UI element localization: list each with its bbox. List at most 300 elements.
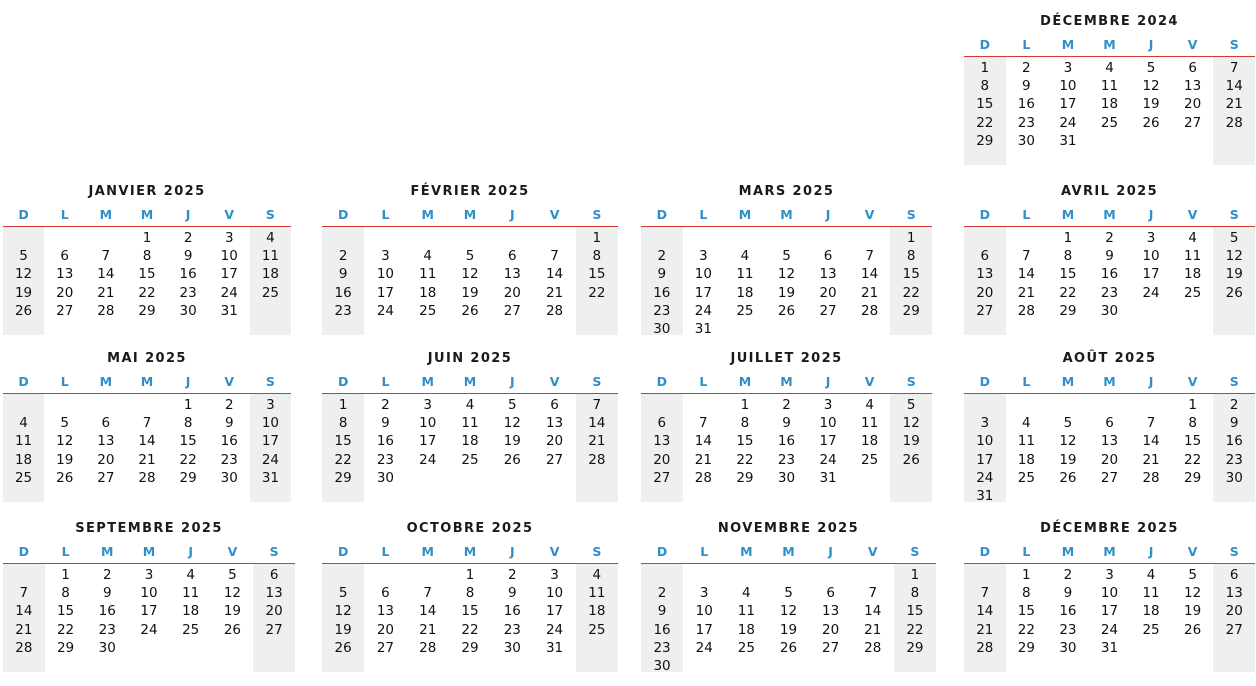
day-cell: 11 <box>588 585 606 602</box>
day-cell: 31 <box>819 469 837 486</box>
day-cell: 29 <box>461 639 479 656</box>
day-cell: 10 <box>1100 585 1119 602</box>
day-cell: 2 <box>1063 567 1073 583</box>
day-cell: 30 <box>98 639 116 656</box>
day-cell: 11 <box>1142 585 1160 602</box>
day-cell: 26 <box>461 302 479 319</box>
day-cell: 16 <box>1225 433 1243 450</box>
day-cell: 4 <box>19 415 28 432</box>
day-cell: 24 <box>976 469 994 486</box>
day-cell: 5 <box>338 585 348 602</box>
day-cell: 21 <box>976 621 994 638</box>
day-cell: 24 <box>819 451 837 468</box>
weekday-header: D <box>337 374 349 389</box>
day-cell: 25 <box>182 621 200 638</box>
day-cell: 12 <box>56 433 74 450</box>
weekday-header: J <box>188 544 194 559</box>
weekday-header: M <box>1061 207 1075 222</box>
day-cell: 22 <box>334 451 352 468</box>
weekday-header: S <box>592 207 602 222</box>
weekday-header: M <box>1103 207 1116 222</box>
day-cell: 6 <box>826 585 835 602</box>
day-cell: 21 <box>1017 284 1035 301</box>
day-cell: 28 <box>138 469 156 486</box>
day-cell: 13 <box>1184 78 1202 95</box>
day-cell: 27 <box>545 451 564 468</box>
day-cell: 15 <box>138 266 156 283</box>
weekday-header: D <box>337 544 349 559</box>
day-cell: 5 <box>1063 415 1073 432</box>
weekday-header: J <box>825 207 831 222</box>
day-cell: 1 <box>465 567 475 583</box>
day-cell: 12 <box>503 415 521 432</box>
day-cell: 8 <box>910 585 920 602</box>
day-cell: 9 <box>657 603 667 620</box>
day-cell: 1 <box>740 397 750 413</box>
day-cell: 7 <box>550 248 559 265</box>
day-cell: 9 <box>782 415 791 432</box>
weekday-header: M <box>1103 544 1116 559</box>
day-cell: 24 <box>220 284 238 301</box>
month-title: SEPTEMBRE 2025 <box>75 521 223 536</box>
day-cell: 1 <box>1022 567 1031 583</box>
day-cell: 12 <box>1059 433 1077 450</box>
weekday-header: J <box>185 207 191 222</box>
day-cell: 18 <box>861 433 879 450</box>
day-cell: 8 <box>1022 585 1031 602</box>
day-cell: 2 <box>1229 397 1239 413</box>
day-cell: 17 <box>976 451 994 468</box>
weekday-header: S <box>592 374 602 389</box>
day-cell: 28 <box>588 451 606 468</box>
day-cell: 26 <box>1225 284 1243 301</box>
month-block <box>3 521 295 686</box>
day-cell: 21 <box>1142 451 1160 468</box>
day-cell: 24 <box>1059 114 1077 131</box>
month-block <box>3 184 291 349</box>
month-title: FÉVRIER 2025 <box>410 184 530 199</box>
day-cell: 30 <box>653 321 671 337</box>
day-cell: 13 <box>376 603 395 620</box>
day-cell: 17 <box>695 621 713 638</box>
day-cell: 9 <box>102 585 112 602</box>
day-cell: 25 <box>737 639 755 656</box>
weekday-header: L <box>1022 207 1031 222</box>
day-cell: 2 <box>657 248 667 265</box>
weekday-header: V <box>1187 37 1198 52</box>
weekday-header: D <box>337 207 349 222</box>
day-cell: 3 <box>1063 60 1073 76</box>
day-cell: 2 <box>381 397 390 413</box>
month-block <box>322 351 618 516</box>
day-cell: 19 <box>503 433 521 450</box>
header-rule <box>964 393 1255 394</box>
day-cell: 19 <box>334 621 352 638</box>
day-cell: 25 <box>588 621 606 638</box>
day-cell: 11 <box>861 415 879 432</box>
weekday-header: D <box>979 544 990 559</box>
day-cell: 1 <box>1063 230 1073 246</box>
weekday-header: D <box>979 37 990 52</box>
day-cell: 27 <box>376 639 395 656</box>
month-title: AOÛT 2025 <box>1062 351 1157 366</box>
day-cell: 7 <box>865 248 874 265</box>
weekday-header: L <box>699 374 708 389</box>
day-cell: 18 <box>737 621 755 638</box>
day-cell: 20 <box>976 284 994 301</box>
day-cell: 4 <box>423 248 432 265</box>
day-cell: 24 <box>419 451 437 468</box>
day-cell: 24 <box>545 621 564 638</box>
day-cell: 29 <box>976 132 994 149</box>
day-cell: 2 <box>102 567 112 583</box>
day-cell: 17 <box>1100 603 1119 620</box>
day-cell: 23 <box>179 284 197 301</box>
day-cell: 27 <box>56 302 74 319</box>
day-cell: 5 <box>228 567 237 583</box>
day-cell: 22 <box>976 114 994 131</box>
day-cell: 22 <box>902 284 920 301</box>
day-cell: 27 <box>822 639 840 656</box>
month-title: DÉCEMBRE 2025 <box>1040 521 1179 536</box>
header-rule <box>964 226 1255 227</box>
day-cell: 26 <box>1059 469 1077 486</box>
weekday-header: V <box>549 374 560 389</box>
weekday-header: M <box>421 374 434 389</box>
day-cell: 8 <box>1063 248 1073 265</box>
day-cell: 28 <box>861 302 879 319</box>
day-cell: 13 <box>1100 433 1119 450</box>
day-cell: 9 <box>381 415 390 432</box>
day-cell: 5 <box>1229 230 1239 246</box>
day-cell: 16 <box>1017 96 1035 113</box>
weekday-header: J <box>1148 374 1154 389</box>
day-cell: 15 <box>976 96 994 113</box>
day-cell: 30 <box>653 658 671 674</box>
day-cell: 19 <box>223 603 241 620</box>
weekday-header: J <box>828 544 833 559</box>
day-cell: 15 <box>461 603 479 620</box>
weekday-header: V <box>1187 207 1198 222</box>
day-cell: 23 <box>1100 284 1119 301</box>
weekday-header: D <box>18 374 29 389</box>
day-cell: 23 <box>376 451 395 468</box>
day-cell: 4 <box>592 567 602 583</box>
day-cell: 9 <box>1022 78 1031 95</box>
day-cell: 25 <box>461 451 479 468</box>
day-cell: 19 <box>14 284 33 301</box>
day-cell: 12 <box>223 585 241 602</box>
day-cell: 21 <box>588 433 606 450</box>
day-cell: 6 <box>657 415 667 432</box>
day-cell: 5 <box>465 248 475 265</box>
day-cell: 18 <box>14 451 33 468</box>
day-cell: 31 <box>1100 639 1119 656</box>
day-cell: 4 <box>1105 60 1114 76</box>
day-cell: 20 <box>503 284 521 301</box>
day-cell: 26 <box>223 621 241 638</box>
weekday-header: M <box>1061 544 1075 559</box>
weekday-header: M <box>142 544 156 559</box>
weekday-header: S <box>906 374 916 389</box>
day-cell: 10 <box>261 415 279 432</box>
day-cell: 6 <box>823 248 833 265</box>
day-cell: 16 <box>1059 603 1077 620</box>
day-cell: 11 <box>736 266 754 283</box>
day-cell: 25 <box>261 284 279 301</box>
day-cell: 3 <box>381 248 390 265</box>
day-cell: 20 <box>545 433 564 450</box>
day-cell: 3 <box>224 230 234 246</box>
header-rule <box>322 393 618 394</box>
day-cell: 11 <box>14 433 33 450</box>
day-cell: 8 <box>1188 415 1197 432</box>
weekday-header: S <box>1229 374 1239 389</box>
month-block <box>964 184 1255 349</box>
day-cell: 29 <box>179 469 197 486</box>
day-cell: 15 <box>179 433 197 450</box>
day-cell: 20 <box>376 621 395 638</box>
day-cell: 10 <box>694 266 712 283</box>
day-cell: 12 <box>461 266 479 283</box>
day-cell: 6 <box>101 415 111 432</box>
day-cell: 16 <box>653 284 671 301</box>
header-rule <box>322 563 618 564</box>
day-cell: 11 <box>1100 78 1119 95</box>
day-cell: 29 <box>138 302 156 319</box>
day-cell: 5 <box>60 415 69 432</box>
day-cell: 6 <box>381 585 390 602</box>
month-title: DÉCEMBRE 2024 <box>1040 14 1179 29</box>
day-cell: 26 <box>56 469 74 486</box>
day-cell: 19 <box>902 433 920 450</box>
day-cell: 27 <box>976 302 994 319</box>
day-cell: 9 <box>224 415 234 432</box>
weekday-header: S <box>910 544 920 559</box>
day-cell: 19 <box>461 284 479 301</box>
weekday-header: S <box>269 544 279 559</box>
day-cell: 15 <box>906 603 924 620</box>
day-cell: 1 <box>980 60 990 76</box>
day-cell: 5 <box>782 248 791 265</box>
day-cell: 6 <box>980 248 990 265</box>
weekday-header: S <box>1229 37 1239 52</box>
day-cell: 8 <box>142 248 152 265</box>
day-cell: 15 <box>334 433 352 450</box>
month-title: NOVEMBRE 2025 <box>717 521 860 536</box>
day-cell: 30 <box>1017 132 1035 149</box>
day-cell: 27 <box>1184 114 1202 131</box>
day-cell: 14 <box>419 603 437 620</box>
day-cell: 20 <box>97 451 115 468</box>
day-cell: 19 <box>1225 266 1243 283</box>
day-cell: 29 <box>906 639 924 656</box>
day-cell: 8 <box>61 585 70 602</box>
day-cell: 28 <box>1017 302 1035 319</box>
weekday-header: L <box>1022 544 1031 559</box>
day-cell: 7 <box>19 585 29 602</box>
day-cell: 1 <box>910 567 920 583</box>
day-cell: 25 <box>1142 621 1160 638</box>
day-cell: 16 <box>334 284 352 301</box>
day-cell: 5 <box>19 248 28 265</box>
month-block <box>964 521 1255 686</box>
header-rule <box>964 563 1255 564</box>
day-cell: 7 <box>1146 415 1156 432</box>
day-cell: 3 <box>699 585 709 602</box>
day-cell: 18 <box>261 266 279 283</box>
day-cell: 22 <box>906 621 924 638</box>
day-cell: 21 <box>97 284 115 301</box>
day-cell: 1 <box>338 397 348 413</box>
day-cell: 4 <box>465 397 475 413</box>
weekday-header: D <box>656 207 667 222</box>
day-cell: 2 <box>782 397 791 413</box>
day-cell: 22 <box>461 621 479 638</box>
day-cell: 14 <box>588 415 606 432</box>
day-cell: 22 <box>1017 621 1035 638</box>
day-cell: 12 <box>334 603 352 620</box>
day-cell: 16 <box>98 603 116 620</box>
weekday-header: S <box>1229 207 1239 222</box>
header-rule <box>3 226 291 227</box>
weekday-header: M <box>782 544 795 559</box>
day-cell: 30 <box>1225 469 1243 486</box>
day-cell: 19 <box>779 621 798 638</box>
weekday-header: M <box>1061 37 1075 52</box>
weekday-header: M <box>463 207 477 222</box>
day-cell: 3 <box>1105 567 1114 583</box>
day-cell: 19 <box>1142 96 1160 113</box>
weekday-header: V <box>224 374 235 389</box>
day-cell: 21 <box>1225 96 1243 113</box>
day-cell: 25 <box>861 451 879 468</box>
day-cell: 11 <box>461 415 479 432</box>
day-cell: 1 <box>592 230 602 246</box>
day-cell: 17 <box>140 603 158 620</box>
day-cell: 13 <box>265 585 283 602</box>
day-cell: 1 <box>183 397 193 413</box>
day-cell: 18 <box>1017 451 1035 468</box>
day-cell: 5 <box>507 397 517 413</box>
day-cell: 15 <box>902 266 920 283</box>
day-cell: 11 <box>1184 248 1202 265</box>
day-cell: 27 <box>1225 621 1243 638</box>
day-cell: 30 <box>1059 639 1077 656</box>
day-cell: 16 <box>220 433 238 450</box>
day-cell: 4 <box>740 248 750 265</box>
day-cell: 5 <box>1188 567 1197 583</box>
day-cell: 4 <box>865 397 874 413</box>
day-cell: 12 <box>1225 248 1243 265</box>
day-cell: 29 <box>736 469 754 486</box>
day-cell: 4 <box>1146 567 1156 583</box>
day-cell: 17 <box>1142 266 1160 283</box>
day-cell: 1 <box>61 567 70 583</box>
weekday-header: J <box>825 374 831 389</box>
month-block <box>641 184 932 349</box>
day-cell: 20 <box>265 603 283 620</box>
day-cell: 8 <box>183 415 193 432</box>
day-cell: 18 <box>1100 96 1119 113</box>
weekday-header: J <box>185 374 191 389</box>
day-cell: 31 <box>261 469 279 486</box>
day-cell: 14 <box>976 603 994 620</box>
weekday-header: D <box>18 544 30 559</box>
day-cell: 10 <box>695 603 713 620</box>
day-cell: 1 <box>142 230 152 246</box>
day-cell: 13 <box>822 603 840 620</box>
header-rule <box>641 393 932 394</box>
day-cell: 13 <box>56 266 74 283</box>
weekday-header: M <box>99 207 113 222</box>
day-cell: 1 <box>1188 397 1197 413</box>
day-cell: 8 <box>338 415 348 432</box>
day-cell: 19 <box>56 451 74 468</box>
day-cell: 10 <box>419 415 437 432</box>
day-cell: 26 <box>503 451 521 468</box>
month-title: JANVIER 2025 <box>88 184 206 199</box>
day-cell: 18 <box>419 284 437 301</box>
day-cell: 25 <box>1017 469 1035 486</box>
day-cell: 12 <box>14 266 33 283</box>
day-cell: 25 <box>1100 114 1119 131</box>
day-cell: 10 <box>376 266 395 283</box>
weekday-header: M <box>1061 374 1075 389</box>
day-cell: 16 <box>777 433 796 450</box>
weekday-header: L <box>700 544 709 559</box>
weekday-header: M <box>738 207 752 222</box>
weekday-header: L <box>381 374 390 389</box>
day-cell: 15 <box>588 266 606 283</box>
day-cell: 2 <box>224 397 234 413</box>
day-cell: 2 <box>338 248 348 265</box>
day-cell: 25 <box>419 302 437 319</box>
day-cell: 14 <box>15 603 33 620</box>
month-block <box>641 521 936 686</box>
day-cell: 12 <box>902 415 920 432</box>
day-cell: 5 <box>1146 60 1156 76</box>
month-block <box>964 351 1255 516</box>
day-cell: 30 <box>1100 302 1119 319</box>
day-cell: 12 <box>779 603 798 620</box>
day-cell: 10 <box>976 433 994 450</box>
day-cell: 3 <box>980 415 990 432</box>
weekday-header: J <box>509 544 515 559</box>
day-cell: 30 <box>376 469 395 486</box>
weekday-header: S <box>906 207 916 222</box>
day-cell: 8 <box>740 415 750 432</box>
weekday-header: V <box>864 374 875 389</box>
month-title: OCTOBRE 2025 <box>406 521 534 536</box>
day-cell: 27 <box>97 469 115 486</box>
day-cell: 25 <box>1184 284 1202 301</box>
weekday-header: M <box>99 374 113 389</box>
day-cell: 7 <box>592 397 602 413</box>
day-cell: 7 <box>101 248 111 265</box>
weekday-header: L <box>699 207 708 222</box>
day-cell: 28 <box>976 639 994 656</box>
weekday-header: M <box>140 207 154 222</box>
weekday-header: V <box>867 544 878 559</box>
day-cell: 9 <box>657 266 667 283</box>
day-cell: 21 <box>138 451 156 468</box>
day-cell: 7 <box>980 585 990 602</box>
weekday-header: M <box>421 544 434 559</box>
header-rule <box>3 393 291 394</box>
day-cell: 15 <box>1017 603 1035 620</box>
day-cell: 14 <box>864 603 882 620</box>
